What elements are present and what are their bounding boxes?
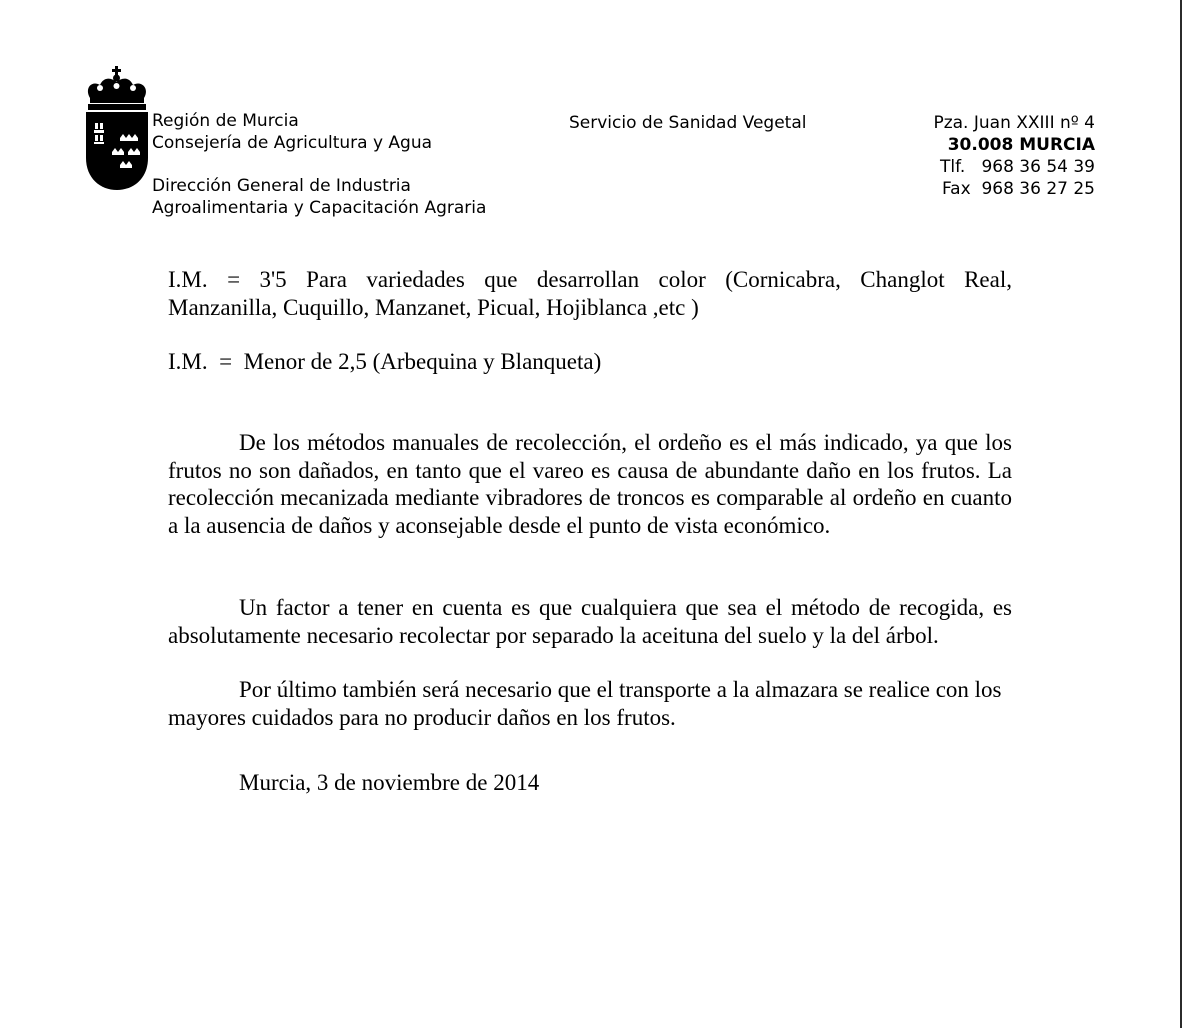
contact-city: 30.008 MURCIA [947,135,1095,155]
paragraph-harvest-methods: De los métodos manuales de recolección, el ordeño es el más indicado, ya que los frutos no son dañados, en tanto que el vareo es causa de abundante daño en los frutos. La recolección mecanizada mediante vibradores de troncos es comparable al ordeño en cuanto a la ausencia de daños y aconsejable desde el punto de vista económico. [168,430,1012,538]
contact-fax: Fax 968 36 27 25 [941,179,1095,199]
organization-block [152,110,486,219]
im-color-varieties [168,266,1012,321]
signature-date: Murcia, 3 de noviembre de 2014 [239,770,540,795]
region-murcia-crest-logo [84,66,150,192]
org-directorate-cont: Agroalimentaria y Capacitación Agraria [152,198,487,218]
page-edge-rule [1180,0,1182,1028]
org-region: Región de Murcia [152,111,299,131]
contact-block [933,112,1095,200]
org-department: Consejería de Agricultura y Agua [152,133,433,153]
service-name: Servicio de Sanidad Vegetal [569,113,807,133]
paragraph-separate-harvest: Un factor a tener en cuenta es que cualquiera que sea el método de recogida, es absolutamente necesario recolectar por separado la aceituna del suelo y la del árbol. [168,595,1012,648]
im-line1-part2: Manzanilla, Cuquillo, Manzanet, Picual, Hojiblanca ,etc ) [168,294,699,320]
contact-phone: Tlf. 968 36 54 39 [939,157,1095,177]
im-line1-part1: I.M. = 3'5 Para variedades que desarrollan color (Cornicabra, Changlot Real, [168,267,1012,292]
contact-address: Pza. Juan XXIII nº 4 [933,113,1095,133]
paragraph-transport: Por último también será necesario que el transporte a la almazara se realice con los mayores cuidados para no producir daños en los frutos. [168,677,1002,730]
org-directorate: Dirección General de Industria [152,176,411,196]
im-line2: I.M. = Menor de 2,5 (Arbequina y Blanqueta) [168,349,602,374]
